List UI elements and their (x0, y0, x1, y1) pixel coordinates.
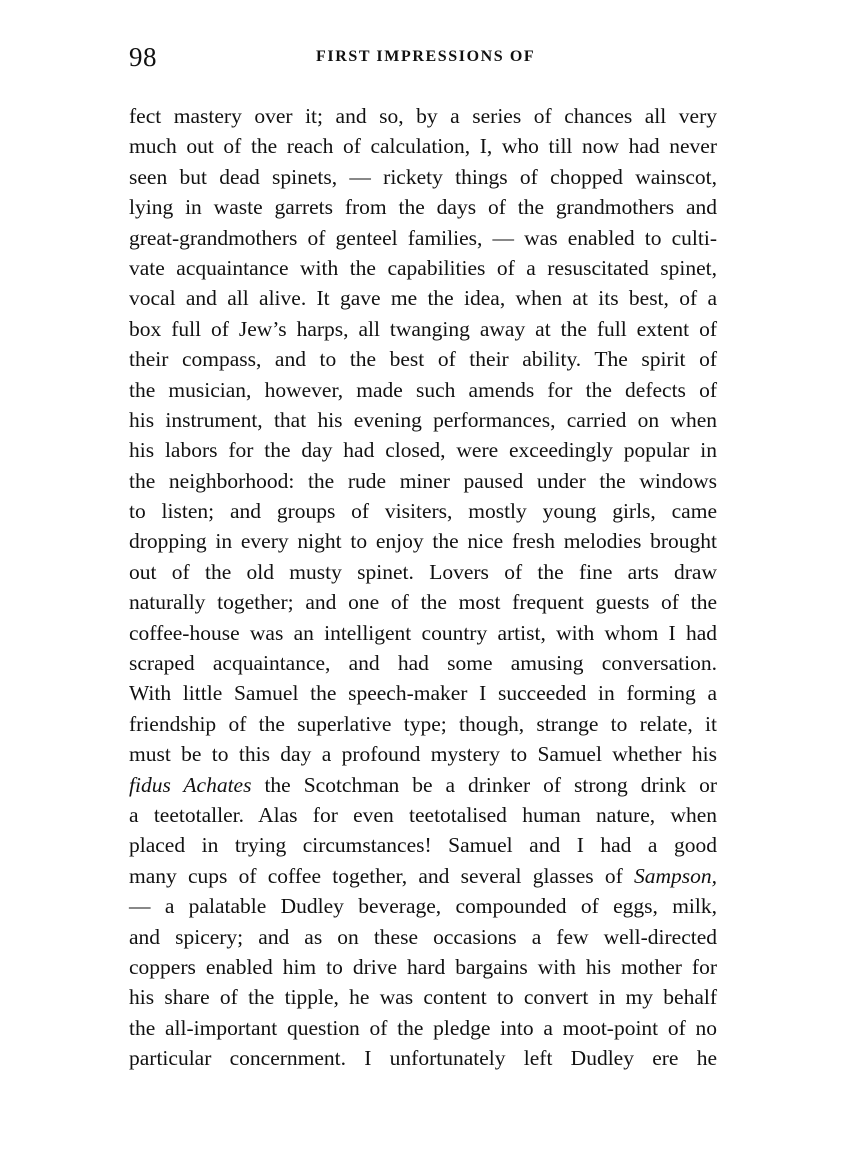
text-line: their compass, and to the best of their ability. The spirit of (129, 347, 717, 372)
text-line: to listen; and groups of visiters, mostly young girls, came (129, 499, 717, 524)
text-line: scraped acquaintance, and had some amusing conversation. (129, 651, 717, 676)
italic-phrase: fidus Achates (129, 772, 252, 797)
text-line: the all-important question of the pledge into a moot-point of no (129, 1015, 717, 1040)
text-line: his instrument, that his evening performances, carried on when (129, 407, 717, 432)
running-head (0, 38, 850, 78)
text-line: much out of the reach of calculation, I, who till now had never (129, 134, 717, 159)
text-line: must be to this day a profound mystery to Samuel whether his (129, 742, 717, 767)
text-line (129, 861, 717, 891)
text-line: his labors for the day had closed, were exceedingly popular in (129, 438, 717, 463)
text-line: box full of Jew’s harps, all twanging away at the full extent of (129, 316, 717, 341)
text-line: vate acquaintance with the capabilities of a resuscitated spinet, (129, 255, 717, 280)
text-line: dropping in every night to enjoy the nice fresh melodies brought (129, 529, 717, 554)
text-line: particular concernment. I unfortunately left Dudley ere he (129, 1046, 717, 1071)
text-line: great-grandmothers of genteel families, — was enabled to culti- (129, 225, 717, 250)
text-line: coffee-house was an intelligent country artist, with whom I had (129, 620, 717, 645)
text-line: his share of the tipple, he was content to convert in my behalf (129, 985, 717, 1010)
text-run: the Scotchman be a drinker of strong drink or (251, 772, 717, 797)
text-line: the neighborhood: the rude miner paused under the windows (129, 468, 717, 493)
page-number: 98 (129, 42, 157, 72)
text-line: out of the old musty spinet. Lovers of the fine arts draw (129, 559, 717, 584)
text-line: — a palatable Dudley beverage, compounded of eggs, milk, (129, 894, 717, 919)
text-line: naturally together; and one of the most frequent guests of the (129, 590, 717, 615)
text-line: seen but dead spinets, — rickety things of chopped wainscot, (129, 164, 717, 189)
italic-phrase: Sampson, (633, 863, 717, 888)
body-text (129, 101, 717, 1074)
text-line: friendship of the superlative type; though, strange to relate, it (129, 711, 717, 736)
text-line: vocal and all alive. It gave me the idea, when at its best, of a (129, 286, 717, 311)
text-line: coppers enabled him to drive hard bargains with his mother for (129, 954, 717, 979)
text-line: a teetotaller. Alas for even teetotalised human nature, when (129, 802, 717, 827)
text-run: many cups of coffee together, and several glasses of (129, 863, 634, 888)
text-line: fect mastery over it; and so, by a series of chances all very (129, 104, 717, 128)
text-line (129, 770, 717, 800)
running-title: FIRST IMPRESSIONS OF (316, 48, 536, 65)
text-line: the musician, however, made such amends for the defects of (129, 377, 717, 402)
text-line: placed in trying circumstances! Samuel and I had a good (129, 833, 717, 858)
text-line: and spicery; and as on these occasions a few well-directed (129, 924, 717, 949)
text-line: lying in waste garrets from the days of the grandmothers and (129, 195, 717, 220)
text-line: With little Samuel the speech-maker I succeeded in forming a (129, 681, 717, 706)
